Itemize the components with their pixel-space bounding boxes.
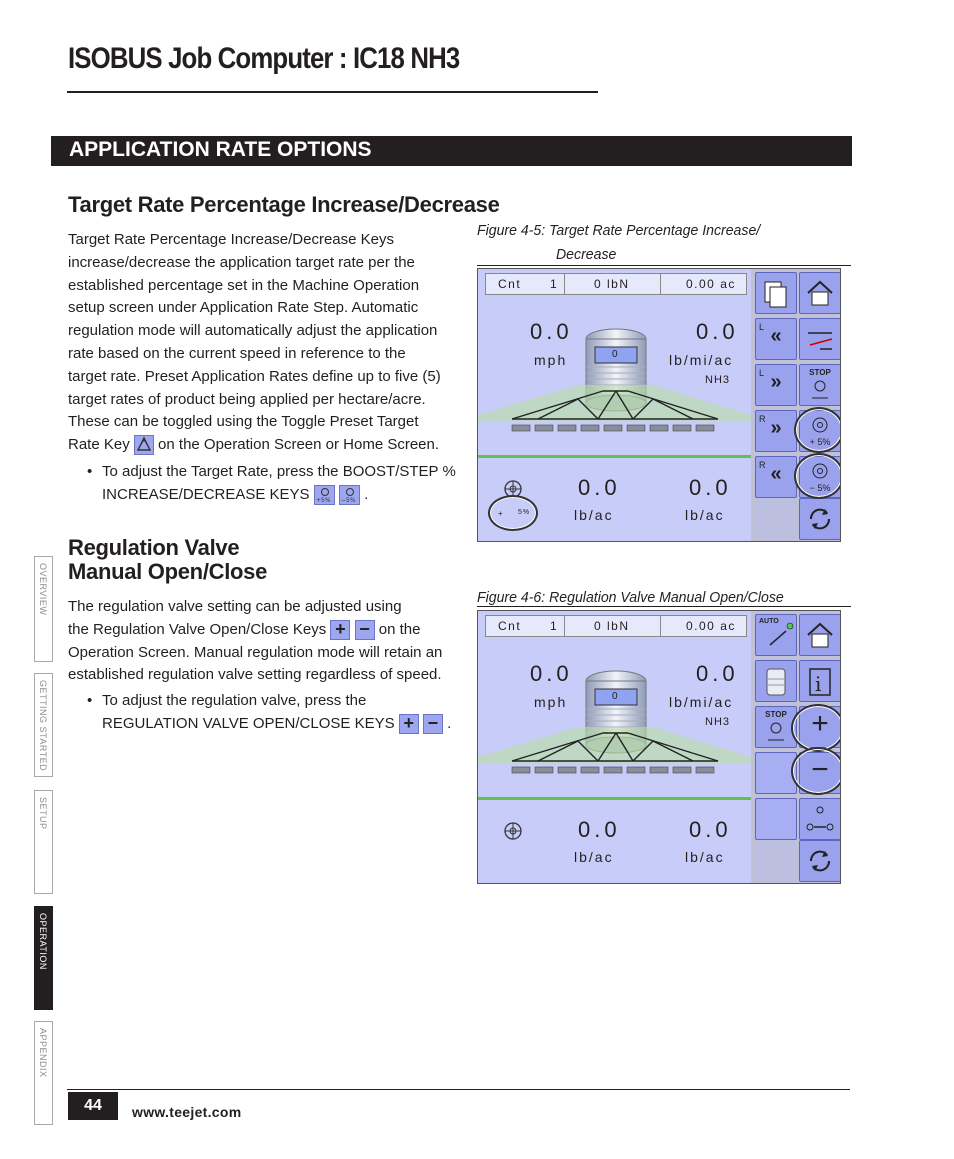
plus-icon: + <box>811 707 829 740</box>
valve-close-key-icon: − <box>355 620 375 640</box>
svg-text:−5%: −5% <box>340 496 356 504</box>
home-icon <box>800 273 840 313</box>
rate-unit: lb/mi/ac <box>669 352 734 368</box>
boom-status-line <box>478 455 751 458</box>
figure1-caption-line2: Decrease <box>556 246 617 263</box>
page-number: 44 <box>68 1092 118 1120</box>
valve-open-key-icon: + <box>399 714 419 734</box>
double-chevron-right-icon: » <box>770 417 782 439</box>
website-link[interactable]: www.teejet.com <box>132 1104 242 1120</box>
home-button[interactable] <box>799 614 841 656</box>
product-name: NH3 <box>705 374 731 386</box>
left-boom-out-button[interactable]: L » <box>755 364 797 406</box>
page-title: ISOBUS Job Computer : IC18 NH3 <box>68 42 460 75</box>
tank-value: 0 <box>612 691 619 702</box>
section1-paragraph <box>68 229 463 457</box>
empty-slot <box>755 498 797 540</box>
copy-pages-icon <box>756 273 796 313</box>
right-boom-out-button[interactable]: R » <box>755 410 797 452</box>
button-column <box>751 269 841 542</box>
step-pct: 5% <box>518 509 531 516</box>
cycle-arrows-icon <box>800 499 840 539</box>
empty-button <box>755 798 797 840</box>
section2-heading-line1: Regulation Valve <box>68 535 240 560</box>
footer-rule <box>67 1089 850 1090</box>
left-boom-in-button[interactable]: L « <box>755 318 797 360</box>
rate-unit: lb/mi/ac <box>669 694 734 710</box>
section2-paragraph: The regulation valve setting can be adjusted using the Regulation Valve Open/Close Keys + − on the Operation Screen. Manual regulation mode will retain an established regulation valve setting regardless of speed. <box>68 598 443 684</box>
highlight-circle <box>791 747 841 795</box>
stop-button[interactable]: STOP <box>799 364 841 406</box>
para-line: target rates of product being applied per hectare/acre. <box>68 390 426 408</box>
rate-increase-5-button[interactable]: + 5% <box>799 410 841 452</box>
figure2-caption: Figure 4-6: Regulation Valve Manual Open/Close <box>477 589 784 606</box>
left-rate-value: 0.0 <box>578 475 621 500</box>
para-line: Target Rate Percentage Increase/Decrease Keys <box>68 231 395 248</box>
section1-heading: Target Rate Percentage Increase/Decrease <box>68 192 500 217</box>
highlight-circle <box>791 704 841 752</box>
section2-heading-line2: Manual Open/Close <box>68 559 268 584</box>
tank-value: 0 <box>612 349 619 360</box>
status-bar: Cnt 1 0 lbN 0.00 ac <box>485 273 747 295</box>
stop-button[interactable]: STOP <box>755 706 797 748</box>
title-rule <box>67 91 598 93</box>
boom-graphic <box>478 721 751 785</box>
tab-getting-started[interactable]: GETTING STARTED <box>34 673 53 777</box>
rate-value: 0.0 <box>696 319 739 344</box>
info-icon <box>800 661 840 701</box>
operation-main-area <box>478 269 751 542</box>
status-bar: Cnt 1 0 lbN 0.00 ac <box>485 615 747 637</box>
para-line: target rate. Preset Application Rates define up to five (5) <box>68 367 441 385</box>
speed-value: 0.0 <box>530 319 573 344</box>
nozzle-stop-icon <box>756 720 796 746</box>
para-line: rate based on the current speed in reference to the <box>68 344 406 362</box>
figure1-caption-rule <box>477 265 851 266</box>
para-line: setup screen under Application Rate Step. Automatic <box>68 299 419 317</box>
auto-mode-button[interactable]: AUTO <box>755 614 797 656</box>
section-bar-label: APPLICATION RATE OPTIONS <box>69 138 372 161</box>
plus-5-percent-key-icon <box>314 485 335 505</box>
boom-status-line <box>478 797 751 800</box>
cycle-screen-button[interactable] <box>799 498 841 540</box>
double-chevron-left-icon: « <box>770 325 782 347</box>
right-rate-value: 0.0 <box>689 817 732 842</box>
left-rate-unit: lb/ac <box>574 849 614 865</box>
right-boom-in-button[interactable]: R « <box>755 456 797 498</box>
section-toggle-icon <box>800 799 840 839</box>
step-rate-icon <box>503 821 523 846</box>
rate-decrease-5-button[interactable]: − 5% <box>799 456 841 498</box>
tab-operation[interactable]: OPERATION <box>34 906 53 1010</box>
home-icon <box>800 615 840 655</box>
boom-graphic <box>478 379 751 443</box>
step-plus: + <box>498 509 504 518</box>
tab-overview[interactable]: OVERVIEW <box>34 556 53 662</box>
highlight-circle <box>794 407 841 453</box>
section1-bullet: • To adjust the Target Rate, press the BOOST/STEP % INCREASE/DECREASE KEYS +5% −5% . <box>87 463 456 504</box>
boom-fold-button[interactable] <box>799 318 841 360</box>
section2-bullet: • To adjust the regulation valve, press the REGULATION VALVE OPEN/CLOSE KEYS + − . <box>87 692 452 733</box>
figure1-screen <box>477 268 841 542</box>
tab-setup[interactable]: SETUP <box>34 790 53 894</box>
double-chevron-left-icon: « <box>770 463 782 485</box>
para-line: Rate Key on the Operation Screen or Home Screen. <box>68 434 463 457</box>
speed-unit: mph <box>534 352 568 368</box>
product-name: NH3 <box>705 716 731 728</box>
tank-icon <box>756 661 796 701</box>
nozzle-stop-icon <box>800 378 840 404</box>
valve-close-key-icon: − <box>423 714 443 734</box>
cycle-screen-button[interactable] <box>799 840 841 882</box>
info-button[interactable] <box>799 660 841 702</box>
speed-value: 0.0 <box>530 661 573 686</box>
empty-slot <box>755 840 797 882</box>
svg-text:i: i <box>815 672 822 696</box>
copy-pages-button[interactable] <box>755 272 797 314</box>
figure1-caption-line1: Figure 4-5: Target Rate Percentage Increase/ <box>477 222 761 239</box>
para-line: increase/decrease the application target rate per the <box>68 253 415 271</box>
section-bar <box>51 136 852 166</box>
left-rate-value: 0.0 <box>578 817 621 842</box>
tank-level-button[interactable] <box>755 660 797 702</box>
boom-fold-icon <box>800 319 840 359</box>
figure2-caption-rule <box>477 606 851 607</box>
left-rate-unit: lb/ac <box>574 507 614 523</box>
valve-open-key-icon: + <box>330 620 350 640</box>
para-line: regulation mode will automatically adjust the application <box>68 322 438 340</box>
right-rate-unit: lb/ac <box>685 849 725 865</box>
section-control-button[interactable] <box>799 798 841 840</box>
speed-unit: mph <box>534 694 568 710</box>
para-line: These can be toggled using the Toggle Preset Target <box>68 413 419 431</box>
svg-text:+5%: +5% <box>315 496 331 504</box>
right-rate-value: 0.0 <box>689 475 732 500</box>
minus-icon: − <box>811 753 829 786</box>
toggle-preset-icon <box>134 435 154 455</box>
operation-main-area <box>478 611 751 884</box>
right-rate-unit: lb/ac <box>685 507 725 523</box>
figure2-screen <box>477 610 841 884</box>
cycle-arrows-icon <box>800 841 840 881</box>
double-chevron-right-icon: » <box>770 371 782 393</box>
rate-value: 0.0 <box>696 661 739 686</box>
highlight-circle <box>794 453 841 499</box>
tab-appendix[interactable]: APPENDIX <box>34 1021 53 1125</box>
para-line: established percentage set in the Machine Operation <box>68 276 420 294</box>
home-button[interactable] <box>799 272 841 314</box>
minus-5-percent-key-icon <box>339 485 360 505</box>
highlight-circle <box>488 495 538 531</box>
